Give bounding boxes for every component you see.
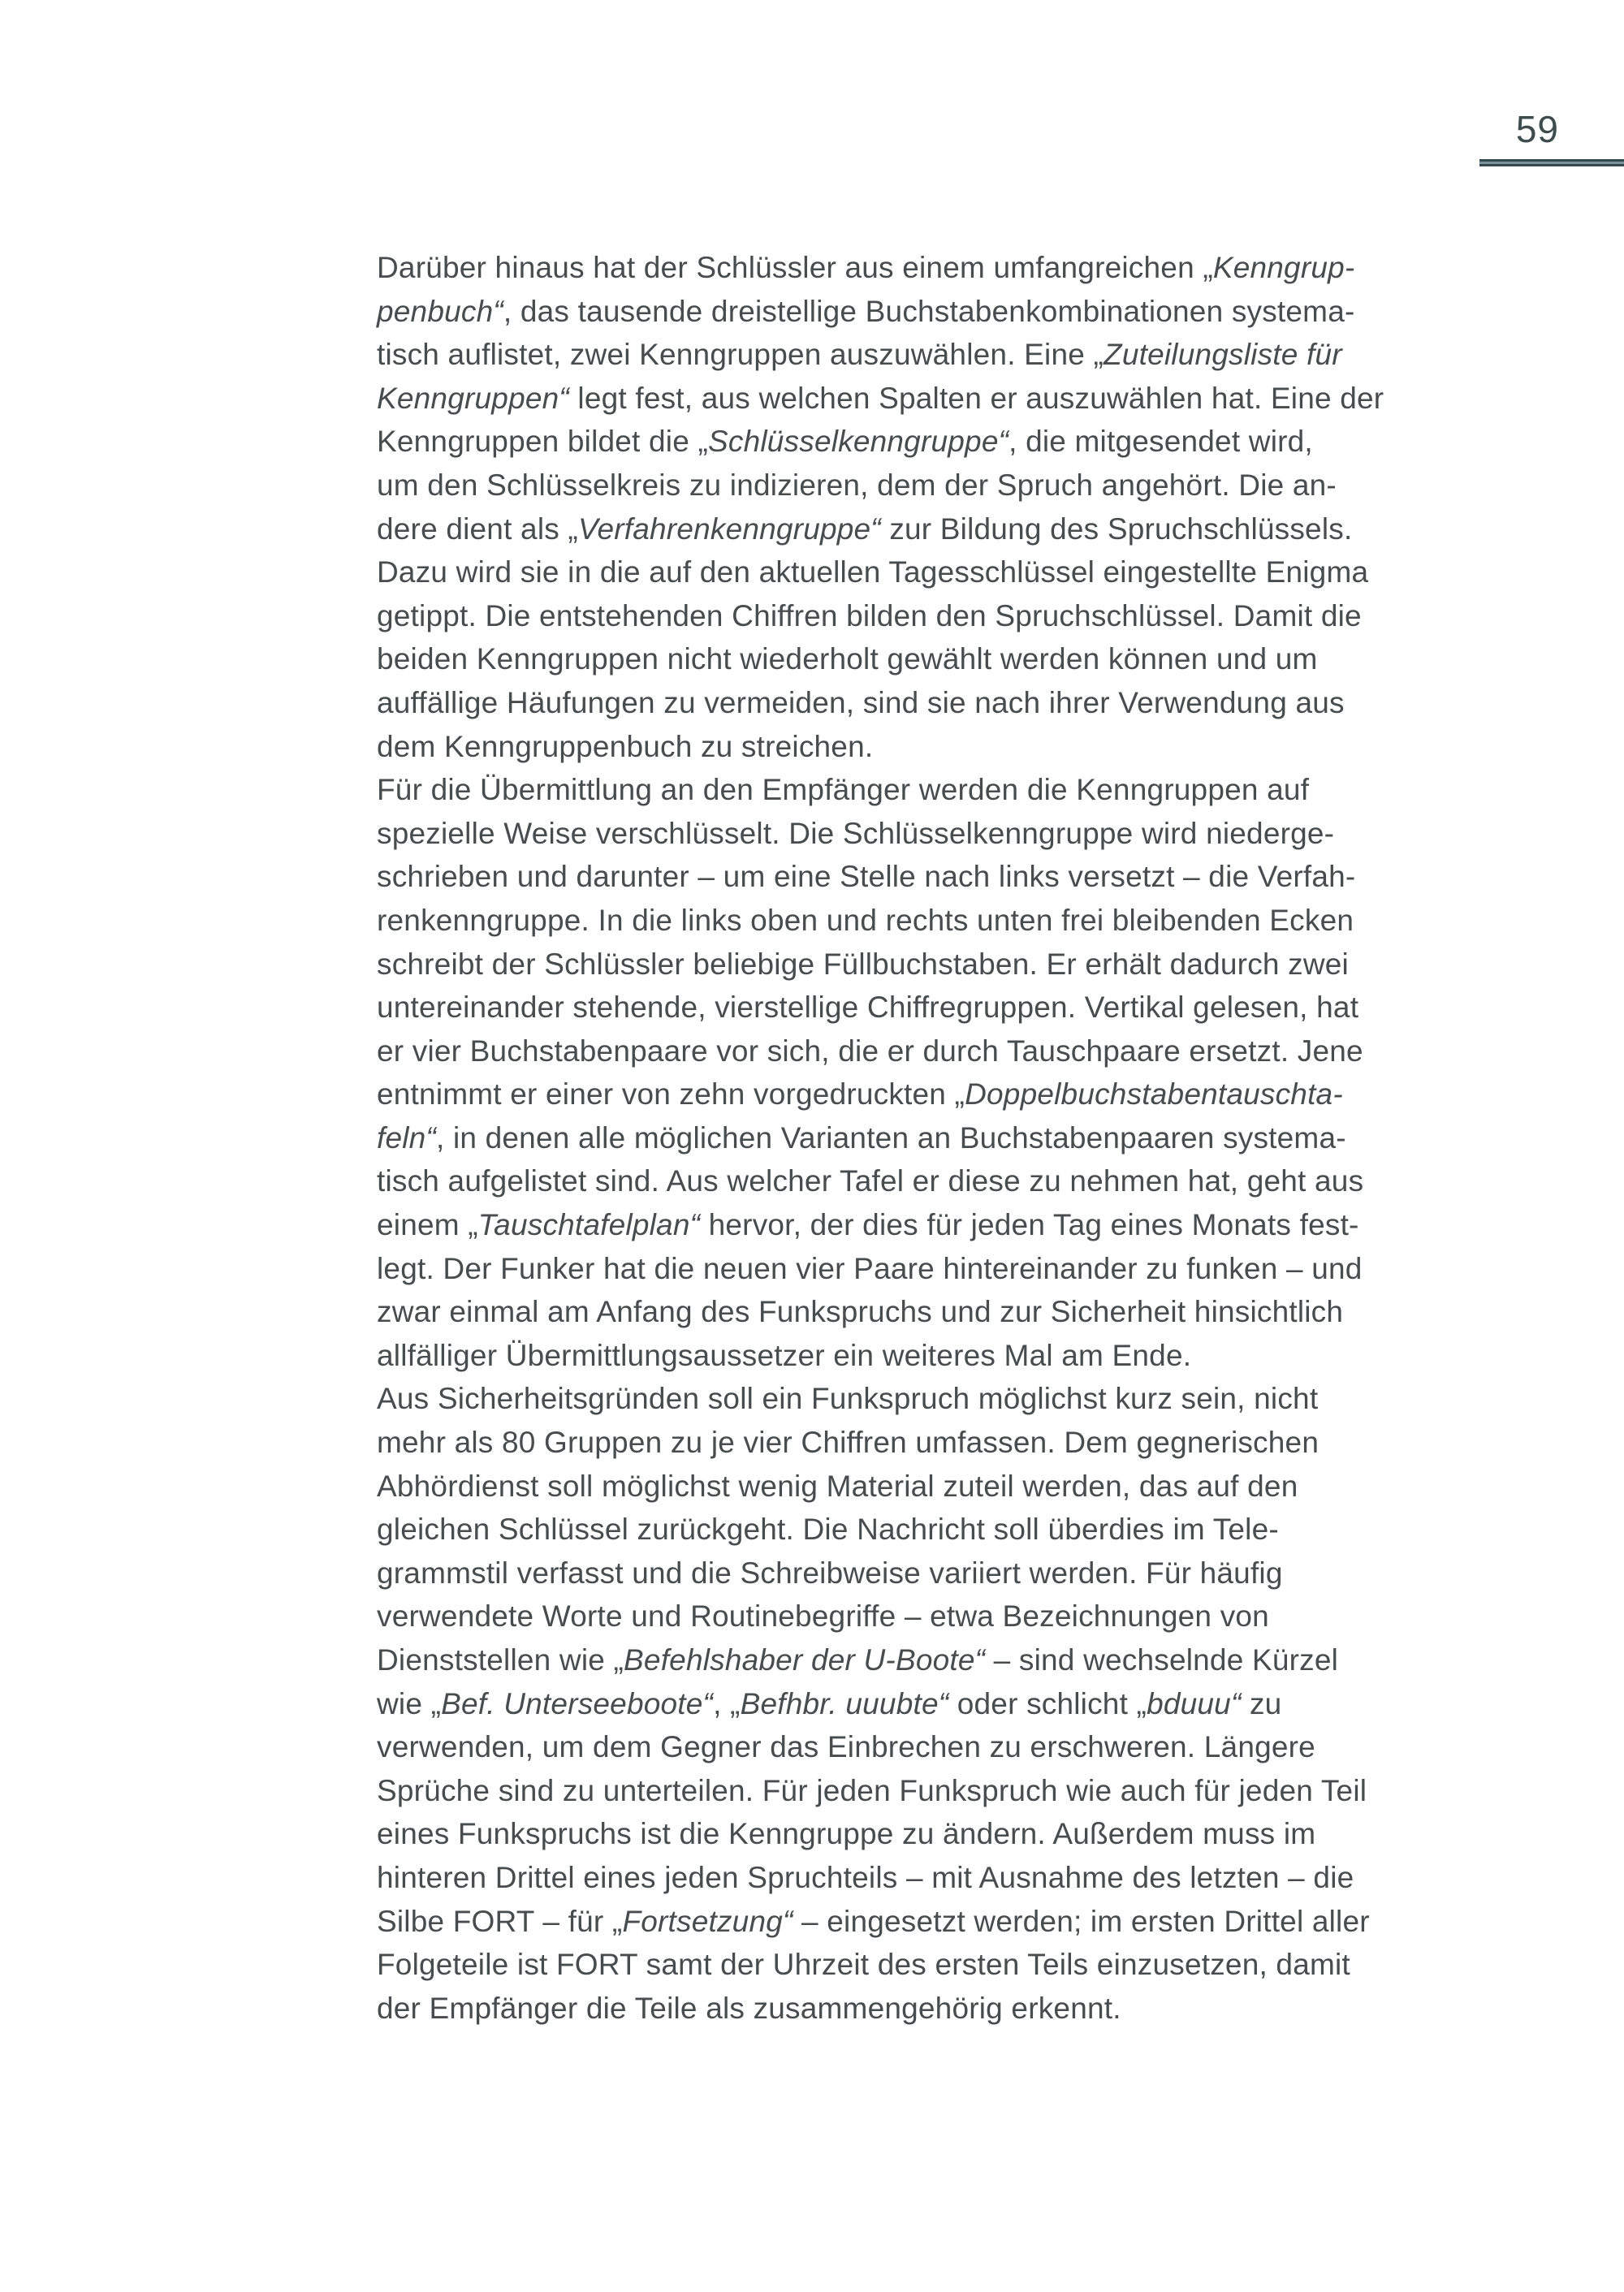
body-text-segment: eines Funkspruchs ist die Kenngruppe zu ändern. Außerdem muss im xyxy=(377,1817,1316,1851)
emphasized-text: Zuteilungsliste für xyxy=(1104,338,1342,372)
text-line xyxy=(377,507,1473,551)
text-line xyxy=(377,1552,1473,1595)
text-line xyxy=(377,1203,1473,1247)
page-number: 59 xyxy=(1515,108,1559,150)
text-line xyxy=(377,594,1473,638)
text-line xyxy=(377,464,1473,507)
body-text-segment: Sprüche sind zu unterteilen. Für jeden Funkspruch wie auch für jeden Teil xyxy=(377,1773,1367,1807)
body-text-segment: grammstil verfasst und die Schreibweise variiert werden. Für häufig xyxy=(377,1556,1283,1590)
body-text-segment: schrieben und darunter – um eine Stelle nach links versetzt – die Verfah- xyxy=(377,860,1356,894)
body-text-segment: , das tausende dreistellige Buchstabenkombinationen systema- xyxy=(503,294,1355,328)
body-text-segment: legt. Der Funker hat die neuen vier Paare hintereinander zu funken – und xyxy=(377,1251,1363,1285)
emphasized-text: Tauschtafelplan“ xyxy=(477,1208,701,1242)
text-line xyxy=(377,768,1473,812)
text-line xyxy=(377,899,1473,943)
body-text-segment: mehr als 80 Gruppen zu je vier Chiffren umfassen. Dem gegnerischen xyxy=(377,1426,1320,1460)
text-line xyxy=(377,1812,1473,1856)
body-text-segment: dem Kenngruppenbuch zu streichen. xyxy=(377,729,874,763)
body-text-segment: verwendete Worte und Routinebegriffe – etwa Bezeichnungen von xyxy=(377,1599,1269,1634)
body-text-segment: spezielle Weise verschlüsselt. Die Schlüsselkenngruppe wird niederge- xyxy=(377,816,1335,850)
text-line xyxy=(377,943,1473,986)
text-line xyxy=(377,246,1473,290)
emphasized-text: feln“ xyxy=(377,1120,436,1155)
text-line xyxy=(377,1159,1473,1203)
body-text-segment: renkenngruppe. In die links oben und rechts unten frei bleibenden Ecken xyxy=(377,903,1354,937)
text-line xyxy=(377,1116,1473,1160)
text-line xyxy=(377,681,1473,725)
body-text-segment: – eingesetzt werden; im ersten Drittel aller xyxy=(793,1904,1370,1938)
text-line xyxy=(377,1247,1473,1291)
text-line xyxy=(377,1029,1473,1073)
body-text-segment: Dienststellen wie „ xyxy=(377,1643,624,1677)
body-text-segment: er vier Buchstabenpaare vor sich, die er durch Tauschpaare ersetzt. Jene xyxy=(377,1034,1363,1068)
body-text-segment: schreibt der Schlüssler beliebige Füllbuchstaben. Er erhält dadurch zwei xyxy=(377,947,1349,981)
body-text-segment: zu xyxy=(1241,1686,1282,1720)
text-line xyxy=(377,1508,1473,1552)
text-line xyxy=(377,1377,1473,1421)
text-line xyxy=(377,725,1473,769)
emphasized-text: Befhbr. uuubte“ xyxy=(740,1686,949,1720)
emphasized-text: Verfahrenkenngruppe“ xyxy=(577,511,881,546)
body-text-segment: hinteren Drittel eines jeden Spruchteils – mit Ausnahme des letzten – die xyxy=(377,1860,1354,1894)
text-line xyxy=(377,1856,1473,1900)
body-text-segment: um den Schlüsselkreis zu indizieren, dem der Spruch angehört. Die an- xyxy=(377,468,1337,502)
text-line xyxy=(377,1769,1473,1813)
body-text-segment: auffällige Häufungen zu vermeiden, sind sie nach ihrer Verwendung aus xyxy=(377,685,1345,719)
emphasized-text: Befehlshaber der U-Boote“ xyxy=(624,1643,986,1677)
body-text-segment: beiden Kenngruppen nicht wiederholt gewählt werden können und um xyxy=(377,642,1318,676)
text-line xyxy=(377,550,1473,594)
body-text-segment: Für die Übermittlung an den Empfänger werden die Kenngruppen auf xyxy=(377,773,1310,807)
text-line xyxy=(377,1900,1473,1944)
body-text-segment: Abhördienst soll möglichst wenig Material zuteil werden, das auf den xyxy=(377,1469,1298,1503)
text-line xyxy=(377,812,1473,856)
body-text-segment: untereinander stehende, vierstellige Chiffregruppen. Vertikal gelesen, hat xyxy=(377,991,1359,1025)
body-text-segment: , die mitgesendet wird, xyxy=(1009,425,1313,459)
body-text-segment: zwar einmal am Anfang des Funkspruchs und zur Sicherheit hinsichtlich xyxy=(377,1295,1344,1329)
text-line xyxy=(377,1073,1473,1116)
body-text-segment: wie „ xyxy=(377,1686,442,1720)
text-line xyxy=(377,1987,1473,2031)
text-line xyxy=(377,333,1473,377)
body-text-segment: allfälliger Übermittlungsaussetzer ein weiteres Mal am Ende. xyxy=(377,1338,1192,1372)
body-text-segment: , in denen alle möglichen Varianten an Buchstabenpaaren systema- xyxy=(435,1120,1346,1155)
emphasized-text: Schlüsselkenngruppe“ xyxy=(708,425,1009,459)
body-text-segment: Dazu wird sie in die auf den aktuellen Tagesschlüssel eingestellte Enigma xyxy=(377,555,1369,589)
body-text-segment: legt fest, aus welchen Spalten er auszuwählen hat. Eine der xyxy=(568,381,1384,415)
body-text-segment: dere dient als „ xyxy=(377,511,578,546)
body-text-segment: , „ xyxy=(713,1686,741,1720)
body-text-segment: tisch aufgelistet sind. Aus welcher Tafel er diese zu nehmen hat, geht aus xyxy=(377,1164,1364,1198)
body-text-segment: – sind wechselnde Kürzel xyxy=(985,1643,1339,1677)
body-text-segment: Folgeteile ist FORT samt der Uhrzeit des ersten Teils einzusetzen, damit xyxy=(377,1948,1350,1982)
emphasized-text: penbuch“ xyxy=(377,294,503,328)
body-text xyxy=(377,246,1473,2030)
text-line xyxy=(377,1465,1473,1509)
text-line xyxy=(377,1421,1473,1465)
emphasized-text: Kenngruppen“ xyxy=(377,381,569,415)
body-text-segment: Silbe FORT – für „ xyxy=(377,1904,623,1938)
text-line xyxy=(377,1638,1473,1682)
text-line xyxy=(377,1290,1473,1334)
text-line xyxy=(377,986,1473,1029)
text-line xyxy=(377,1682,1473,1726)
body-text-segment: gleichen Schlüssel zurückgeht. Die Nachricht soll überdies im Tele- xyxy=(377,1513,1279,1547)
text-line xyxy=(377,637,1473,681)
text-line xyxy=(377,290,1473,334)
text-line xyxy=(377,1595,1473,1638)
body-text-segment: Aus Sicherheitsgründen soll ein Funkspruch möglichst kurz sein, nicht xyxy=(377,1382,1319,1416)
body-text-segment: einem „ xyxy=(377,1208,478,1242)
body-text-segment: tisch auflistet, zwei Kenngruppen auszuwählen. Eine „ xyxy=(377,338,1104,372)
text-line xyxy=(377,1725,1473,1769)
body-text-segment: der Empfänger die Teile als zusammengehörig erkennt. xyxy=(377,1991,1121,2025)
emphasized-text: Bef. Unterseeboote“ xyxy=(441,1686,714,1720)
emphasized-text: Kenngrup- xyxy=(1212,251,1355,284)
emphasized-text: bduuu“ xyxy=(1147,1686,1242,1720)
emphasized-text: Doppelbuchstabentauschta- xyxy=(965,1077,1343,1111)
body-text-segment: Darüber hinaus hat der Schlüssler aus einem umfangreichen „ xyxy=(377,251,1213,284)
body-text-segment: zur Bildung des Spruchschlüssels. xyxy=(880,511,1353,546)
body-text-segment: getippt. Die entstehenden Chiffren bilden den Spruchschlüssel. Damit die xyxy=(377,598,1362,632)
text-line xyxy=(377,420,1473,464)
text-line xyxy=(377,377,1473,421)
text-line xyxy=(377,855,1473,899)
body-text-segment: oder schlicht „ xyxy=(948,1686,1147,1720)
text-line xyxy=(377,1943,1473,1987)
emphasized-text: Fortsetzung“ xyxy=(622,1904,793,1938)
body-text-segment: verwenden, um dem Gegner das Einbrechen zu erschweren. Längere xyxy=(377,1730,1315,1764)
body-text-segment: hervor, der dies für jeden Tag eines Monats fest- xyxy=(700,1208,1359,1242)
body-text-segment: entnimmt er einer von zehn vorgedruckten „ xyxy=(377,1077,965,1111)
body-text-segment: Kenngruppen bildet die „ xyxy=(377,425,708,459)
header-rule xyxy=(1479,159,1624,166)
text-line xyxy=(377,1334,1473,1378)
